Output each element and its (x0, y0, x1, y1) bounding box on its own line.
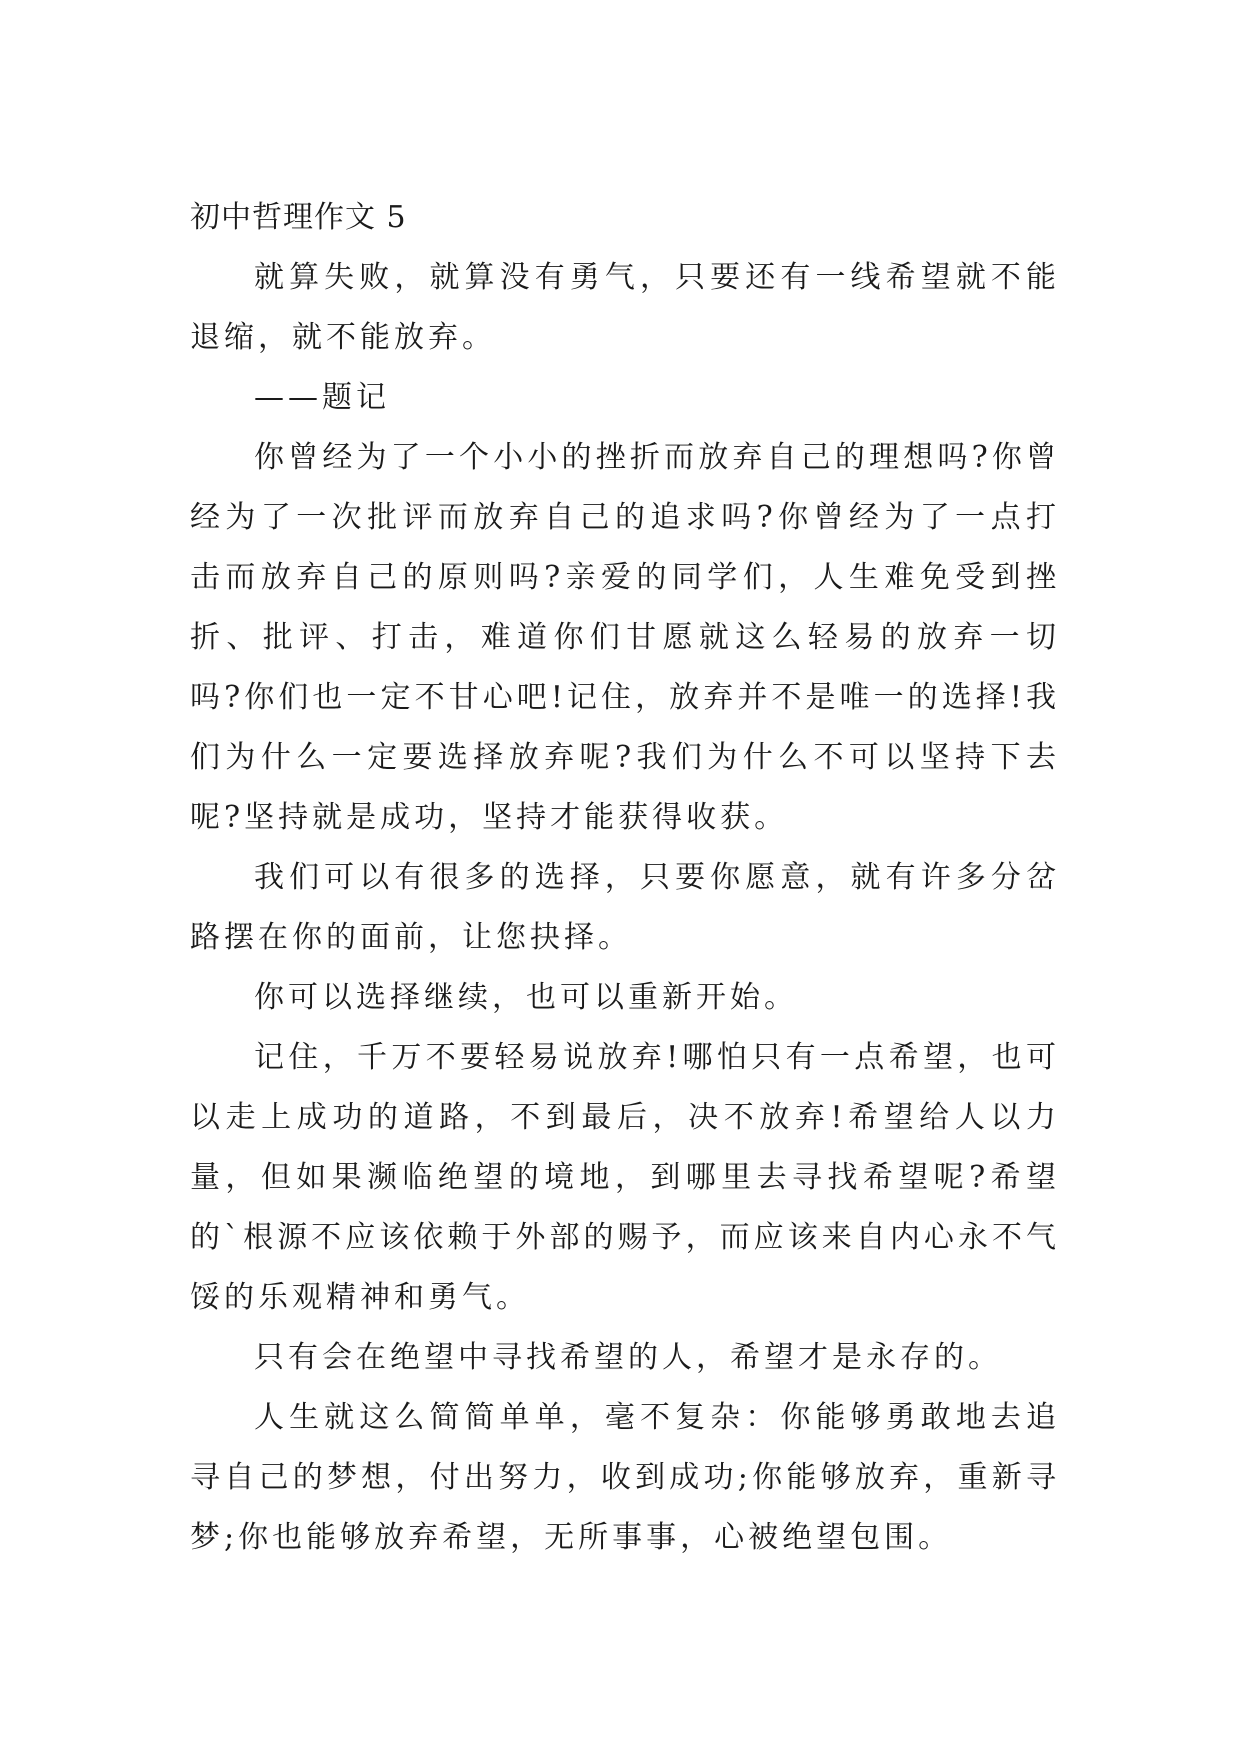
paragraph-epigraph: 就算失败，就算没有勇气，只要还有一线希望就不能退缩，就不能放弃。 (190, 260, 1060, 355)
document-body (190, 188, 1060, 1568)
document-title: 初中哲理作文 5 (190, 200, 407, 235)
paragraph-body-2: 我们可以有很多的选择，只要你愿意，就有许多分岔路摆在你的面前，让您抉择。 (190, 860, 1060, 955)
paragraph-body-5: 只有会在绝望中寻找希望的人，希望才是永存的。 (254, 1340, 1002, 1375)
paragraph-epigraph-source: ——题记 (254, 380, 390, 415)
paragraph-body-6: 人生就这么简简单单，毫不复杂：你能够勇敢地去追寻自己的梦想，付出努力，收到成功;你能够放弃，重新寻梦;你也能够放弃希望，无所事事，心被绝望包围。 (190, 1400, 1060, 1555)
paragraph-body-1: 你曾经为了一个小小的挫折而放弃自己的理想吗?你曾经为了一次批评而放弃自己的追求吗?你曾经为了一点打击而放弃自己的原则吗?亲爱的同学们，人生难免受到挫折、批评、打击，难道你们甘愿就这么轻易的放弃一切吗?你们也一定不甘心吧!记住，放弃并不是唯一的选择!我们为什么一定要选择放弃呢?我们为什么不可以坚持下去呢?坚持就是成功，坚持才能获得收获。 (190, 440, 1060, 835)
paragraph-body-3: 你可以选择继续，也可以重新开始。 (254, 980, 798, 1015)
paragraph-body-4: 记住，千万不要轻易说放弃!哪怕只有一点希望，也可以走上成功的道路，不到最后，决不放弃!希望给人以力量，但如果濒临绝望的境地，到哪里去寻找希望呢?希望的`根源不应该依赖于外部的赐予，而应该来自内心永不气馁的乐观精神和勇气。 (190, 1040, 1060, 1315)
